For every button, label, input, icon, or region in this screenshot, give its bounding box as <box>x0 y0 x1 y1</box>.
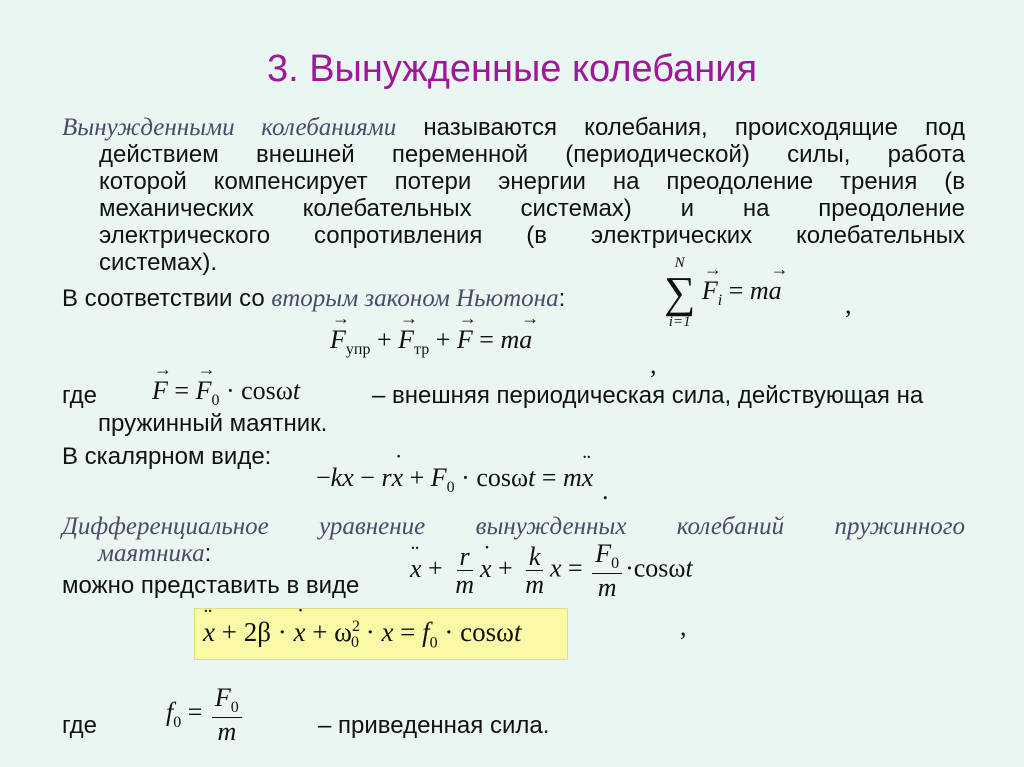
fraction-k-m: $\frac{k}{m}$ <box>525 541 544 600</box>
final-comma: , <box>680 612 687 641</box>
definition-indented-block <box>62 141 965 276</box>
where1-text: – внешняя периодическая сила, действующая на <box>372 382 924 409</box>
where1-description-line2: пружинный маятник. <box>98 410 328 437</box>
fraction-f0-m: $\frac{F_0}{m}$ <box>592 540 622 601</box>
where2-label: где <box>62 712 98 739</box>
forces-comma: , <box>650 350 657 379</box>
differential-line-1 <box>62 513 965 540</box>
scalar-equation: −kx − r˙ $x + F_0 \cdot \cos\omega t$ = m¨ x <box>316 463 593 497</box>
definition-line-1-rest: называются колебания, происходящие под <box>396 114 965 141</box>
newton-colon: : <box>558 285 566 312</box>
definition-last-line: системах). <box>99 249 217 276</box>
where1-description <box>372 382 923 409</box>
where2-description: – приведенная сила. <box>318 712 550 739</box>
newton-law: вторым законом Ньютона <box>271 285 559 312</box>
definition-line: механических колебательных системах) и на преодоление <box>99 195 965 222</box>
differential-colon: : <box>204 540 212 567</box>
newton-comma: , <box>845 290 852 319</box>
represent-label: можно представить в виде <box>62 572 360 599</box>
final-equation: ¨ x + 2β · ˙ $x + \omega^2_0 \cdot x = f_0 \cdot \cos\omega t$ <box>203 617 521 652</box>
scalar-dot: . <box>602 476 609 505</box>
where1-label: где <box>62 382 98 409</box>
definition-term: Вынужденными колебаниями <box>62 114 397 141</box>
definition-line: электрического сопротивления (в электрических колебательных <box>99 222 965 249</box>
differential-line-2 <box>98 540 211 567</box>
differential-line-1-text: Дифференциальное уравнение вынужденных колебаний пружинного <box>62 513 965 540</box>
fraction-r-m: $\frac{r}{m}$ <box>455 541 474 600</box>
newton-line <box>62 285 565 312</box>
forces-equation: → $F_{упр}$ + → $F_{тр}$ + → F = m→ a <box>330 325 532 359</box>
fraction-F0-m: $\frac{F_0}{m}$ <box>212 684 242 745</box>
newton-prefix: В соответствии со <box>62 285 272 312</box>
periodic-force-formula: → F = → $F_0 \cdot \cos\omega t$ <box>152 376 300 410</box>
definition-line: действием внешней переменной (периодической) силы, работа <box>99 141 965 168</box>
definition-paragraph <box>62 114 965 276</box>
normalized-equation: ¨ x + $\frac{r}{m}$ ˙ x + $\frac{k}{m}$ x = $\frac{F_0}{m}$ ·cosωt <box>410 540 693 601</box>
differential-line-2-text: маятника <box>98 540 205 567</box>
definition-line: которой компенсирует потери энергии на преодоление трения (в <box>99 168 965 195</box>
newton-sum-formula: N ∑ i=1 → $F_i = m\to a$ <box>664 256 782 330</box>
reduced-force-formula: $f_0$ = $\frac{F_0}{m}$ <box>166 684 245 745</box>
scalar-label: В скалярном виде: <box>62 443 272 470</box>
page-title: 3. Вынужденные колебания <box>266 48 758 90</box>
definition-line-1 <box>62 114 965 141</box>
